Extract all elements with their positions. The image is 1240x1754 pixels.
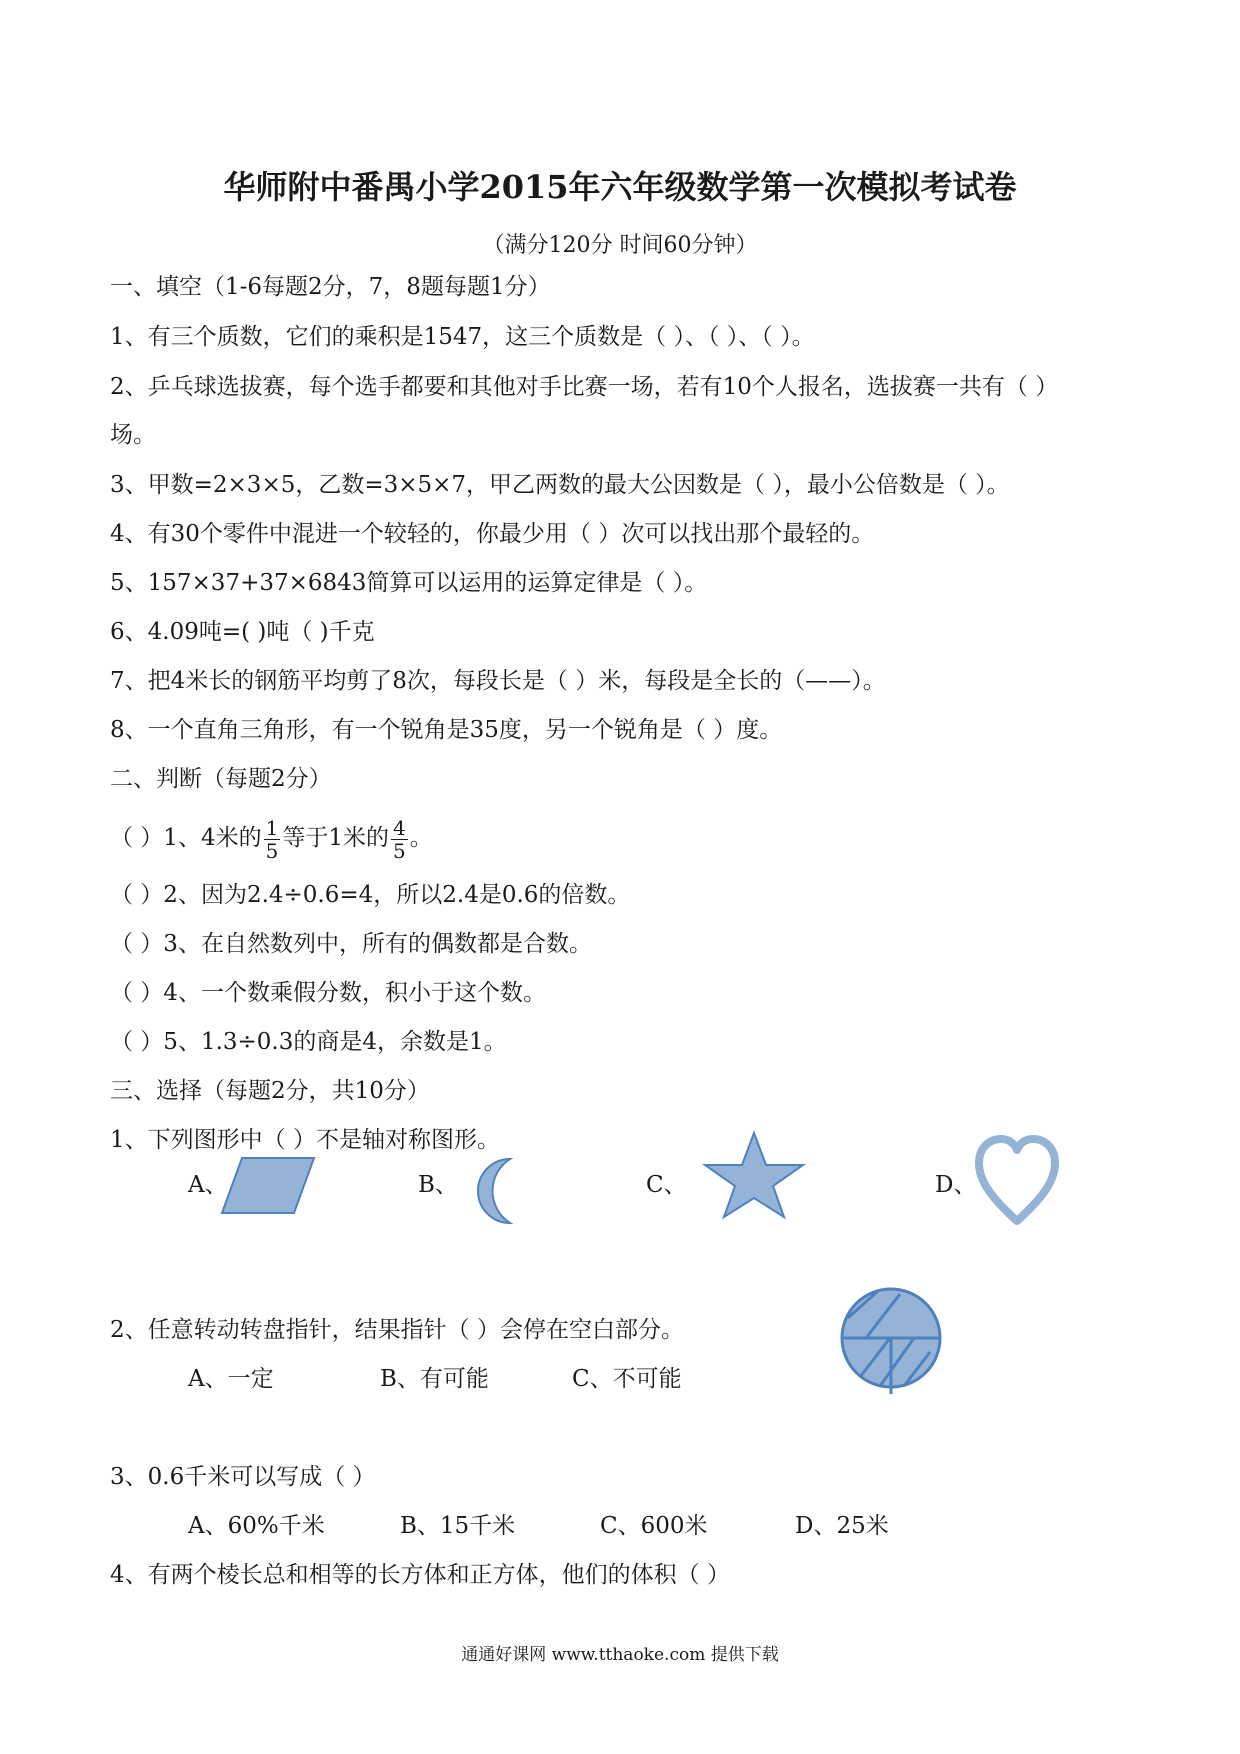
choice-1-option-c: C、 bbox=[646, 1172, 687, 1198]
choice-3-option-c: C、600米 bbox=[600, 1513, 708, 1539]
parallelogram-shape bbox=[218, 1155, 318, 1217]
question-1-6: 6、4.09吨=( )吨（ )千克 bbox=[110, 619, 375, 645]
question-1-3: 3、甲数=2×3×5，乙数=3×5×7，甲乙两数的最大公因数是（ ），最小公倍数是（ ）。 bbox=[110, 472, 1010, 498]
choice-4: 4、有两个棱长总和相等的长方体和正方体，他们的体积（ ） bbox=[110, 1562, 730, 1588]
question-1-1: 1、有三个质数，它们的乘积是1547，这三个质数是（ ）、（ ）、（ ）。 bbox=[110, 324, 815, 350]
choice-3-option-b: B、15千米 bbox=[400, 1513, 516, 1539]
judge-1-middle: 等于1米的 bbox=[282, 825, 389, 851]
question-1-5: 5、157×37+37×6843简算可以运用的运算定律是（ ）。 bbox=[110, 570, 708, 596]
question-1-4: 4、有30个零件中混进一个较轻的，你最少用（ ）次可以找出那个最轻的。 bbox=[110, 521, 875, 547]
fraction-four-fifths bbox=[391, 817, 408, 862]
question-1-7: 7、把4米长的钢筋平均剪了8次，每段长是（ ）米，每段是全长的（——）。 bbox=[110, 668, 886, 694]
choice-2-option-a: A、一定 bbox=[188, 1366, 274, 1392]
fraction-denominator: 5 bbox=[392, 838, 406, 863]
section2-heading: 二、判断（每题2分） bbox=[110, 766, 332, 792]
exam-title: 华师附中番禺小学2015年六年级数学第一次模拟考试卷 bbox=[223, 168, 1017, 206]
judge-2: （ ）2、因为2.4÷0.6=4，所以2.4是0.6的倍数。 bbox=[110, 882, 631, 908]
spinner-wheel-diagram bbox=[838, 1282, 944, 1394]
fraction-numerator: 4 bbox=[392, 815, 406, 840]
question-1-2a: 2、乒乓球选拔赛，每个选手都要和其他对手比赛一场，若有10个人报名，选拔赛一共有（ ） bbox=[110, 374, 1059, 400]
fraction-one-fifth bbox=[264, 817, 281, 862]
fraction-denominator: 5 bbox=[265, 838, 279, 863]
section3-heading: 三、选择（每题2分，共10分） bbox=[110, 1078, 430, 1104]
judge-5: （ ）5、1.3÷0.3的商是4，余数是1。 bbox=[110, 1029, 507, 1055]
choice-1-option-d: D、 bbox=[935, 1172, 977, 1198]
choice-2: 2、任意转动转盘指针，结果指针（ ）会停在空白部分。 bbox=[110, 1317, 684, 1343]
judge-1 bbox=[110, 813, 433, 863]
star-shape bbox=[700, 1130, 808, 1220]
question-1-2b: 场。 bbox=[110, 422, 156, 448]
judge-4: （ ）4、一个数乘假分数，积小于这个数。 bbox=[110, 980, 546, 1006]
page-footer: 通通好课网 www.tthaoke.com 提供下载 bbox=[461, 1645, 779, 1665]
crescent-moon-shape bbox=[456, 1155, 518, 1227]
choice-2-option-c: C、不可能 bbox=[572, 1366, 682, 1392]
choice-2-option-b: B、有可能 bbox=[380, 1366, 489, 1392]
choice-1: 1、下列图形中（ ）不是轴对称图形。 bbox=[110, 1127, 500, 1153]
choice-1-option-b: B、 bbox=[418, 1172, 458, 1198]
heart-outline-shape bbox=[975, 1135, 1059, 1227]
fraction-numerator: 1 bbox=[265, 815, 279, 840]
judge-1-prefix: （ ）1、4米的 bbox=[110, 825, 262, 851]
judge-1-end: 。 bbox=[409, 825, 433, 851]
choice-3: 3、0.6千米可以写成（ ） bbox=[110, 1464, 376, 1490]
exam-subtitle: （满分120分 时间60分钟） bbox=[482, 233, 758, 258]
section1-heading: 一、填空（1-6每题2分，7，8题每题1分） bbox=[110, 274, 551, 300]
choice-3-option-a: A、60%千米 bbox=[188, 1513, 325, 1539]
choice-1-option-a: A、 bbox=[188, 1172, 228, 1198]
judge-3: （ ）3、在自然数列中，所有的偶数都是合数。 bbox=[110, 931, 592, 957]
choice-3-option-d: D、25米 bbox=[795, 1513, 889, 1539]
question-1-8: 8、一个直角三角形，有一个锐角是35度，另一个锐角是（ ）度。 bbox=[110, 717, 783, 743]
